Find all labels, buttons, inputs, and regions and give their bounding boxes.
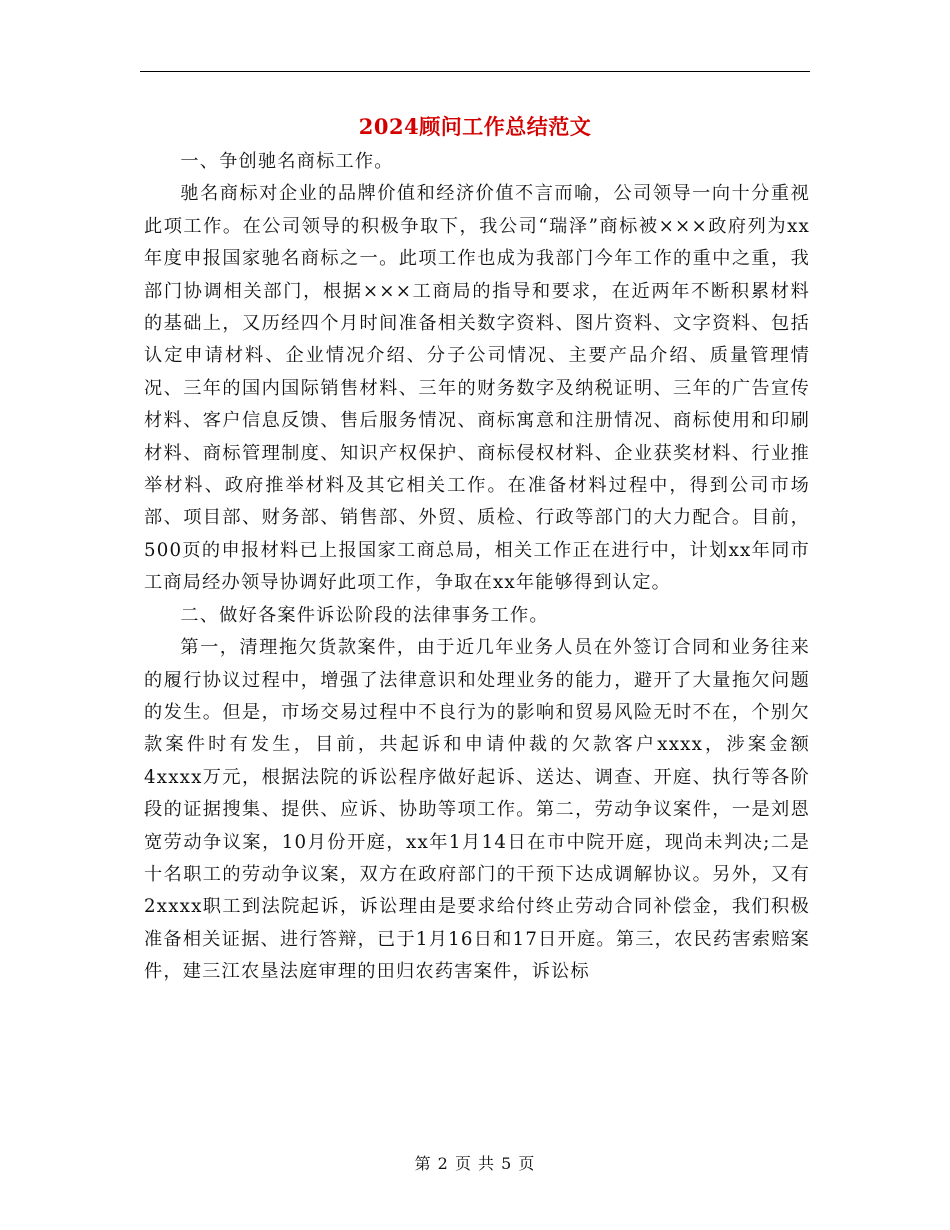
section-heading-1: 一、争创驰名商标工作。 (180, 151, 394, 172)
document-title: 2024顾问工作总结范文 (358, 114, 592, 139)
body-paragraph: 第一，清理拖欠货款案件，由于近几年业务人员在外签订合同和业务往来的履行协议过程中，增强了法律意识和处理业务的能力，避开了大量拖欠问题的发生。但是，市场交易过程中不良行为的影响和贸易风险无时不在，个别欠款案件时有发生，目前，共起诉和申请仲裁的欠款客户xxxx，涉案金额4xxxx万元，根据法院的诉讼程序做好起诉、送达、调查、开庭、执行等各阶段的证据搜集、提供、应诉、协助等项工作。第二，劳动争议案件，一是刘恩宽劳动争议案，10月份开庭，xx年1月14日在市中院开庭，现尚未判决;二是十名职工的劳动争议案，双方在政府部门的干预下达成调解协议。另外，又有2xxxx职工到法院起诉，诉讼理由是要求给付终止劳动合同补偿金，我们积极准备相关证据、进行答辩，已于1月16日和17日开庭。第三，农民药害索赔案件，建三江农垦法庭审理的田归农药害案件，诉讼标 (144, 637, 810, 983)
section-heading-2: 二、做好各案件诉讼阶段的法律事务工作。 (180, 604, 549, 626)
document-body (144, 146, 810, 989)
body-paragraph: 驰名商标对企业的品牌价值和经济价值不言而喻，公司领导一向十分重视此项工作。在公司领导的积极争取下，我公司“瑞泽”商标被×××政府列为xx年度申报国家驰名商标之一。此项工作也成为我部门今年工作的重中之重，我部门协调相关部门，根据×××工商局的指导和要求，在近两年不断积累材料的基础上，又历经四个月时间准备相关数字资料、图片资料、文字资料、包括认定申请材料、企业情况介绍、分子公司情况、主要产品介绍、质量管理情况、三年的国内国际销售材料、三年的财务数字及纳税证明、三年的广告宣传材料、客户信息反馈、售后服务情况、商标寓意和注册情况、商标使用和印刷材料、商标管理制度、知识产权保护、商标侵权材料、企业获奖材料、行业推举材料、政府推举材料及其它相关工作。在准备材料过程中，得到公司市场部、项目部、财务部、销售部、外贸、质检、行政等部门的大力配合。目前，500页的申报材料已上报国家工商总局，相关工作正在进行中，计划xx年同市工商局经办领导协调好此项工作，争取在xx年能够得到认定。 (144, 183, 810, 594)
page-number-footer: 第 2 页 共 5 页 (414, 1154, 536, 1173)
header-rule (140, 71, 810, 72)
